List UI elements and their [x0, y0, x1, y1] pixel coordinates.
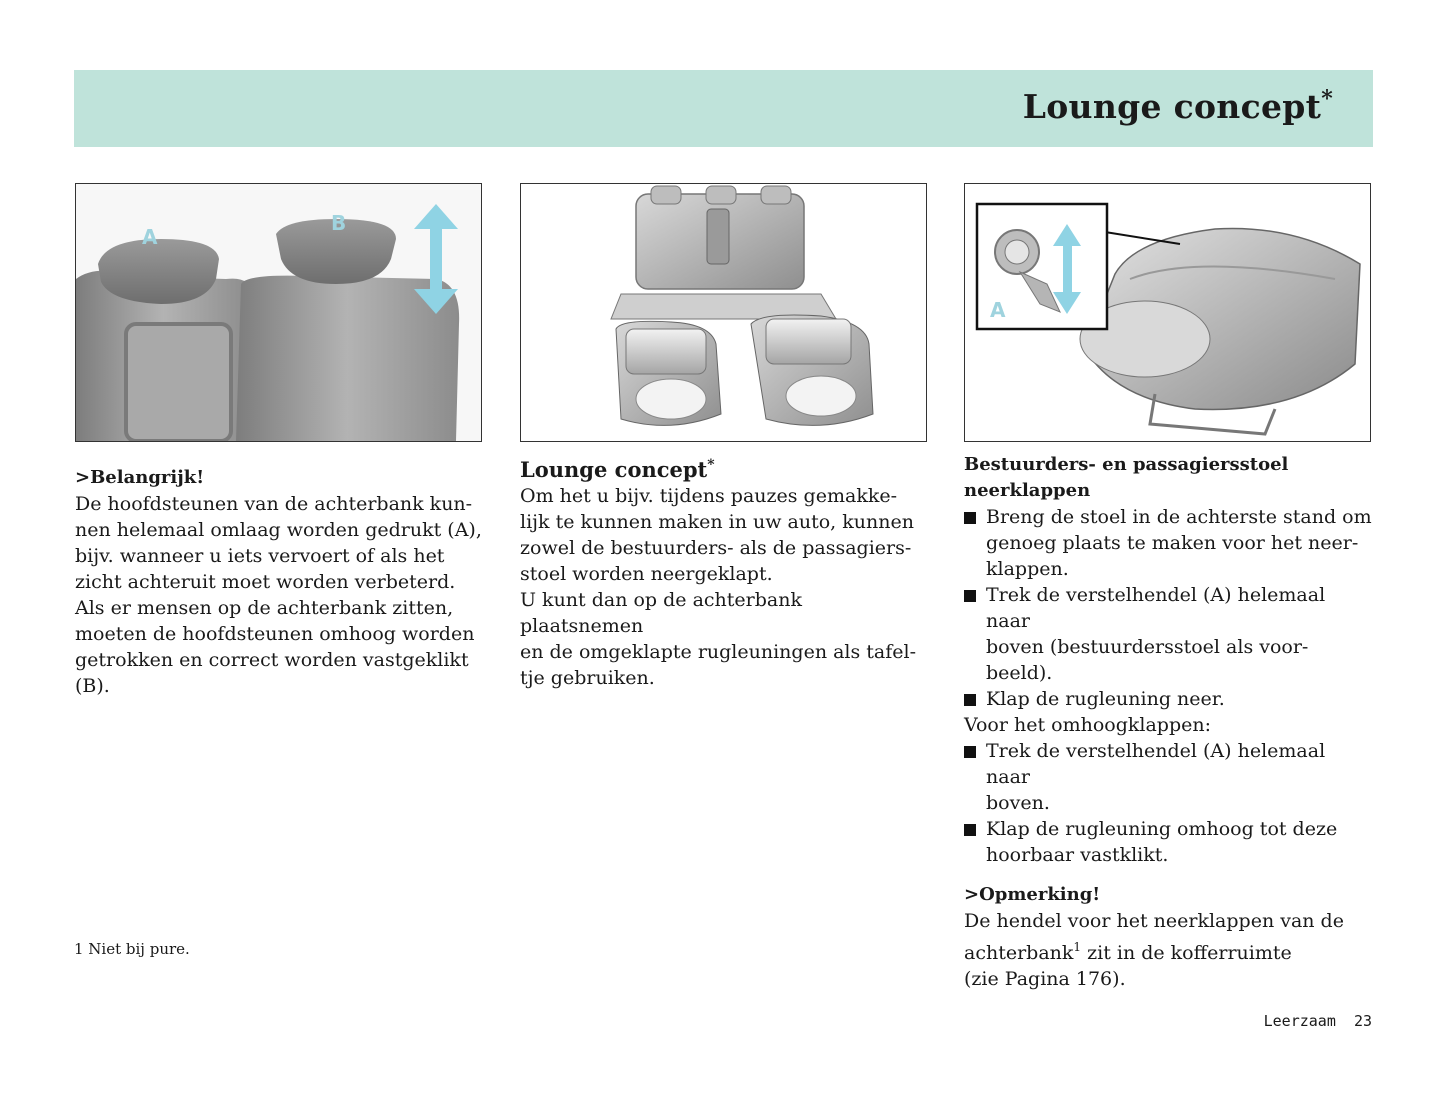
list-item: Klap de rugleuning omhoog tot deze hoorbaar vastklikt.: [964, 816, 1374, 868]
text-line: stoel worden neergeklapt.: [520, 563, 773, 585]
label-a: A: [142, 225, 158, 249]
text-line: getrokken en correct worden vastgeklikt: [75, 649, 469, 671]
list-item: Trek de verstelhendel (A) helemaal naar boven (bestuurdersstoel als voor- beeld).: [964, 582, 1374, 686]
page-footer: [1264, 1012, 1372, 1030]
text-line: (B).: [75, 675, 110, 697]
bullet-icon: [964, 694, 976, 706]
text-line: U kunt dan op de achterbank plaatsnemen: [520, 589, 802, 637]
text-line: De hoofdsteunen van de achterbank kun-: [75, 493, 473, 515]
text-line: en de omgeklapte rugleuningen als tafel-: [520, 641, 917, 663]
text-line: bijv. wanneer u iets vervoert of als het: [75, 545, 445, 567]
bullet-icon: [964, 824, 976, 836]
section-heading: Lounge concept*: [520, 457, 715, 482]
headrest-illustration: [75, 183, 482, 442]
column-fold-seats: [964, 452, 1374, 992]
footnote: 1 Niet bij pure.: [74, 940, 190, 958]
page-title: Lounge concept*: [1022, 86, 1333, 126]
bullet-icon: [964, 512, 976, 524]
section-heading: Bestuurders- en passagiersstoel neerklappen: [964, 454, 1289, 501]
bullet-icon: [964, 590, 976, 602]
lounge-seats-illustration: [520, 183, 927, 442]
note-heading: >Opmerking!: [964, 884, 1101, 905]
column-important: [75, 465, 485, 699]
list-item: Trek de verstelhendel (A) helemaal naar boven.: [964, 738, 1374, 816]
note-text: De hendel voor het neerklappen van de achterbank$^1$ zit in de kofferruimte (zie Pagina 176).: [964, 910, 1344, 990]
fold-up-steps: [964, 738, 1374, 868]
fold-up-intro: Voor het omhoogklappen:: [964, 714, 1211, 736]
text-line: tje gebruiken.: [520, 667, 655, 689]
bullet-icon: [964, 746, 976, 758]
fold-down-steps: [964, 504, 1374, 712]
text-line: moeten de hoofdsteunen omhoog worden: [75, 623, 475, 645]
important-heading: >Belangrijk!: [75, 467, 205, 488]
text-line: nen helemaal omlaag worden gedrukt (A),: [75, 519, 482, 541]
header-band: [74, 70, 1373, 147]
list-item: Breng de stoel in de achterste stand om genoeg plaats te maken voor het neer- klappen.: [964, 504, 1374, 582]
seat-lever-illustration: [964, 183, 1371, 442]
lever-label-a: A: [990, 298, 1006, 322]
footer-section: Leerzaam: [1263, 1012, 1336, 1030]
text-line: Om het u bijv. tijdens pauzes gemakke-: [520, 485, 898, 507]
text-line: Als er mensen op de achterbank zitten,: [75, 597, 454, 619]
text-line: zowel de bestuurders- als de passagiers-: [520, 537, 912, 559]
text-line: lijk te kunnen maken in uw auto, kunnen: [520, 511, 914, 533]
label-b: B: [331, 211, 347, 235]
page-number: 23: [1353, 1012, 1372, 1030]
text-line: zicht achteruit moet worden verbeterd.: [75, 571, 456, 593]
list-item: Klap de rugleuning neer.: [964, 686, 1374, 712]
column-lounge-concept: [520, 452, 930, 691]
